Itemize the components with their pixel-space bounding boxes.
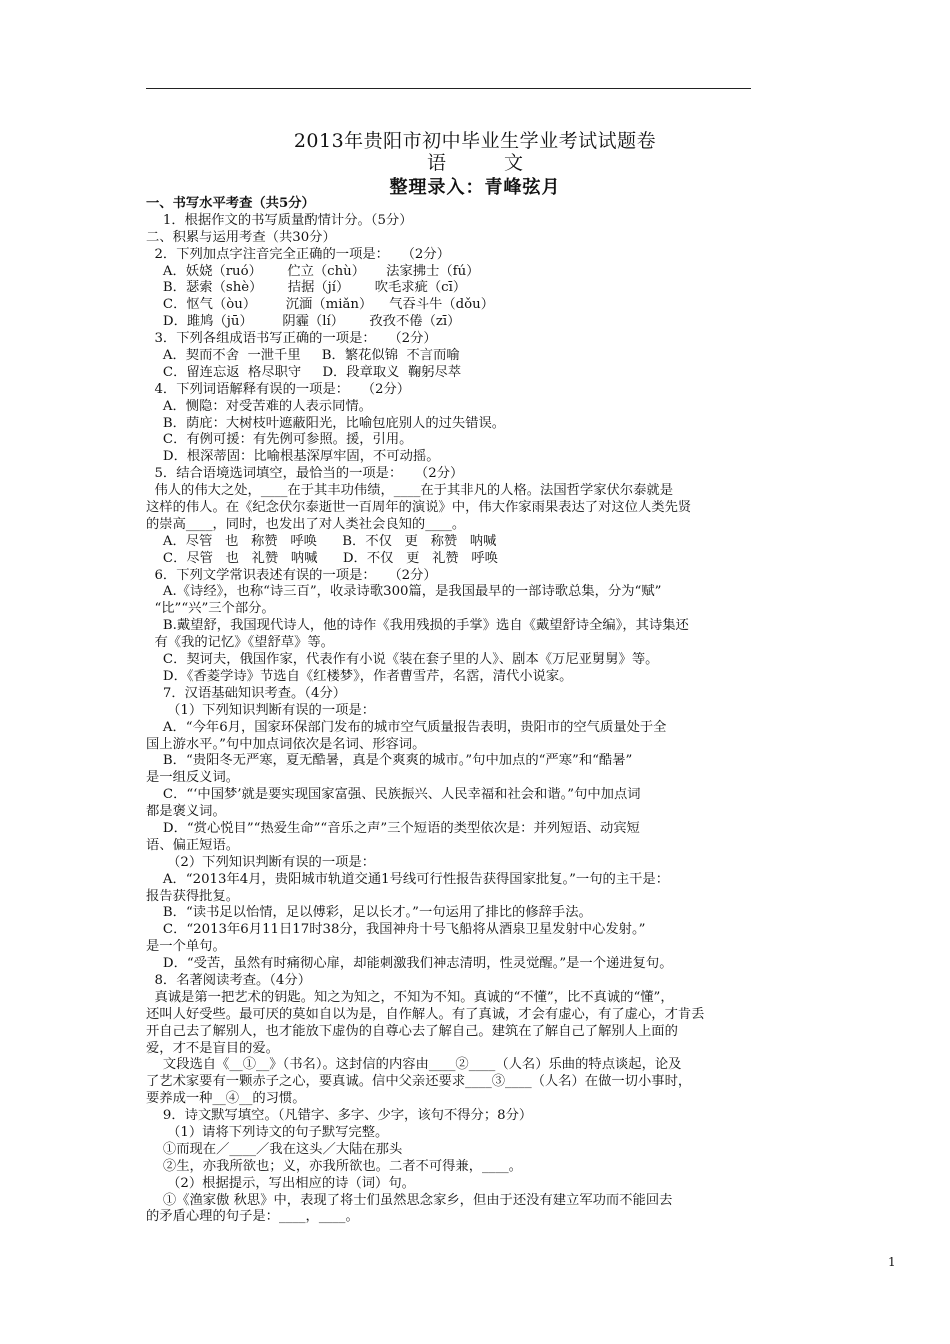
text-line: 国上游水平。”句中加点词依次是名词、形容词。 [146,736,426,752]
text-line: A．妖娆（ruó） 伫立（chù） 法家拂士（fú） [146,263,480,279]
text-line: 一、书写水平考查（共5分） [146,196,315,211]
exam-title: 2013年贵阳市初中毕业生学业考试试题卷 [293,130,657,152]
text-line: 1．根据作文的书写质量酌情计分。（5分） [146,212,413,228]
page-number: 1 [888,1255,896,1269]
text-line: 文段选自《__①__》（书名）。这封信的内容由____②____（人名）乐曲的特点谈起，论及 [146,1057,682,1073]
text-line: （2）根据提示，写出相应的诗（词）句。 [146,1175,415,1191]
subject-title: 语 文 [426,152,550,174]
text-line: 9．诗文默写填空。（凡错字、多字、少字，该句不得分；8分） [146,1108,533,1124]
text-line: D．根深蒂固：比喻根基深厚牢固，不可动摇。 [146,449,440,465]
text-line: 的崇高____，同时，也发出了对人类社会良知的____。 [146,516,466,532]
text-line: B．“贵阳冬无严寒，夏无酷暑，真是个爽爽的城市。”句中加点的“严寒”和“酷暑” [146,753,633,769]
text-line: 二、积累与运用考查（共30分） [146,229,336,245]
text-line: C．“‘中国梦’就是要实现国家富强、民族振兴、人民幸福和社会和谐。”句中加点词 [146,787,641,803]
text-line: 还叫人好受些。最可厌的莫如自以为是，自作解人。有了真诚，才会有虚心，有了虚心，才肯丢 [146,1006,705,1022]
text-line: “比”“兴”三个部分。 [146,601,275,617]
text-line: 这样的伟人。在《纪念伏尔泰逝世一百周年的演说》中，伟大作家雨果表达了对这位人类先贤 [146,500,692,516]
text-line: B．荫庇：大树枝叶遮蔽阳光，比喻包庇别人的过失错误。 [146,415,506,431]
text-line: 语、偏正短语。 [146,837,240,853]
text-line: 6．下列文学常识表述有误的一项是： （2分） [146,567,437,583]
text-line: C．有例可援：有先例可参照。援，引用。 [146,432,413,448]
text-line: 的矛盾心理的句子是：____，____。 [146,1209,359,1225]
text-line: 4．下列词语解释有误的一项是： （2分） [146,381,411,397]
top-rule [146,88,751,89]
text-line: A．“2013年4月，贵阳城市轨道交通1号线可行性报告获得国家批复。”一句的主干是： [146,871,670,887]
compiler-line: 整理录入：青峰弦月 [389,177,561,198]
text-line: 了艺术家要有一颗赤子之心，要真诚。信中父亲还要求____③____（人名）在做一切小事时， [146,1074,692,1090]
text-line: A．契而不舍 一泄千里 B．繁花似锦 不言而喻 [146,348,460,364]
text-line: 要养成一种__④__的习惯。 [146,1091,306,1107]
text-line: 8．名著阅读考查。（4分） [146,972,311,988]
text-line: 都是褒义词。 [146,804,226,820]
text-line: 3．下列各组成语书写正确的一项是： （2分） [146,331,437,347]
text-line: ②生，亦我所欲也；义，亦我所欲也。二者不可得兼，____。 [146,1158,522,1174]
text-line: 开自己去了解别人，也才能放下虚伪的自尊心去了解自己。建筑在了解自己了解别人上面的 [146,1023,678,1039]
text-line: D．“受苦，虽然有时痛彻心扉，却能刺激我们神志清明，性灵觉醒。”是一个递进复句。 [146,956,673,972]
text-line: C．尽管 也 礼赞 呐喊 D．不仅 更 礼赞 呼唤 [146,550,498,566]
text-line: （1）请将下列诗文的句子默写完整。 [146,1124,389,1140]
exam-body [146,196,806,1226]
text-line: 7．汉语基础知识考查。（4分） [146,685,347,701]
text-line: （1）下列知识判断有误的一项是： [146,702,376,718]
text-line: 爱，才不是盲目的爱。 [146,1040,279,1056]
text-line: 有《我的记忆》《望舒草》等。 [146,635,334,651]
text-line: D．雎鸠（jū） 阴霾（lí） 孜孜不倦（zī） [146,314,461,330]
text-line: 是一组反义词。 [146,770,240,786]
text-line: （2）下列知识判断有误的一项是： [146,854,376,870]
text-line: 2．下列加点字注音完全正确的一项是： （2分） [146,246,450,262]
text-line: 报告获得批复。 [146,888,240,904]
text-line: A.《诗经》，也称“诗三百”，收录诗歌300篇，是我国最早的一部诗歌总集，分为“赋” [146,584,662,600]
text-line: A．尽管 也 称赞 呼唤 B．不仅 更 称赞 呐喊 [146,533,497,549]
text-line: C．怄气（òu） 沉湎（miǎn） 气吞斗牛（dǒu） [146,297,495,313]
text-line: C．契诃夫，俄国作家，代表作有小说《装在套子里的人》、剧本《万尼亚舅舅》等。 [146,652,659,668]
text-line: D．“赏心悦目”“热爱生命”“音乐之声”三个短语的类型依次是：并列短语、动宾短 [146,820,640,836]
text-line: 是一个单句。 [146,939,226,955]
text-line: C．“2013年6月11日17时38分，我国神舟十号飞船将从酒泉卫星发射中心发射。” [146,922,646,938]
text-line: C．留连忘返 格尽职守 D．段章取义 鞠躬尽萃 [146,364,462,380]
text-line: A．恻隐：对受苦难的人表示同情。 [146,398,372,414]
text-line: ①《渔家傲 秋思》中，表现了将士们虽然思念家乡，但由于还没有建立军功而不能回去 [146,1192,673,1208]
text-line: 伟人的伟大之处，____在于其丰功伟绩，____在于其非凡的人格。法国哲学家伏尔泰就是 [146,483,674,499]
text-line: B．瑟索（shè） 拮据（jí） 吹毛求疵（cī） [146,280,467,296]
text-line: B.戴望舒，我国现代诗人，他的诗作《我用残损的手掌》选自《戴望舒诗全编》，其诗集还 [146,618,689,634]
text-line: D．《香菱学诗》节选自《红楼梦》，作者曹雪芹，名霑，清代小说家。 [146,668,573,684]
text-line: 真诚是第一把艺术的钥匙。知之为知之，不知为不知。真诚的“不懂”，比不真诚的“懂”， [146,989,674,1005]
text-line: 5．结合语境选词填空，最恰当的一项是： （2分） [146,466,464,482]
text-line: B．“读书足以怡情，足以傅彩，足以长才。”一句运用了排比的修辞手法。 [146,905,592,921]
text-line: A．“今年6月，国家环保部门发布的城市空气质量报告表明，贵阳市的空气质量处于全 [146,719,667,735]
text-line: ①而现在／____／我在这头／大陆在那头 [146,1141,403,1157]
